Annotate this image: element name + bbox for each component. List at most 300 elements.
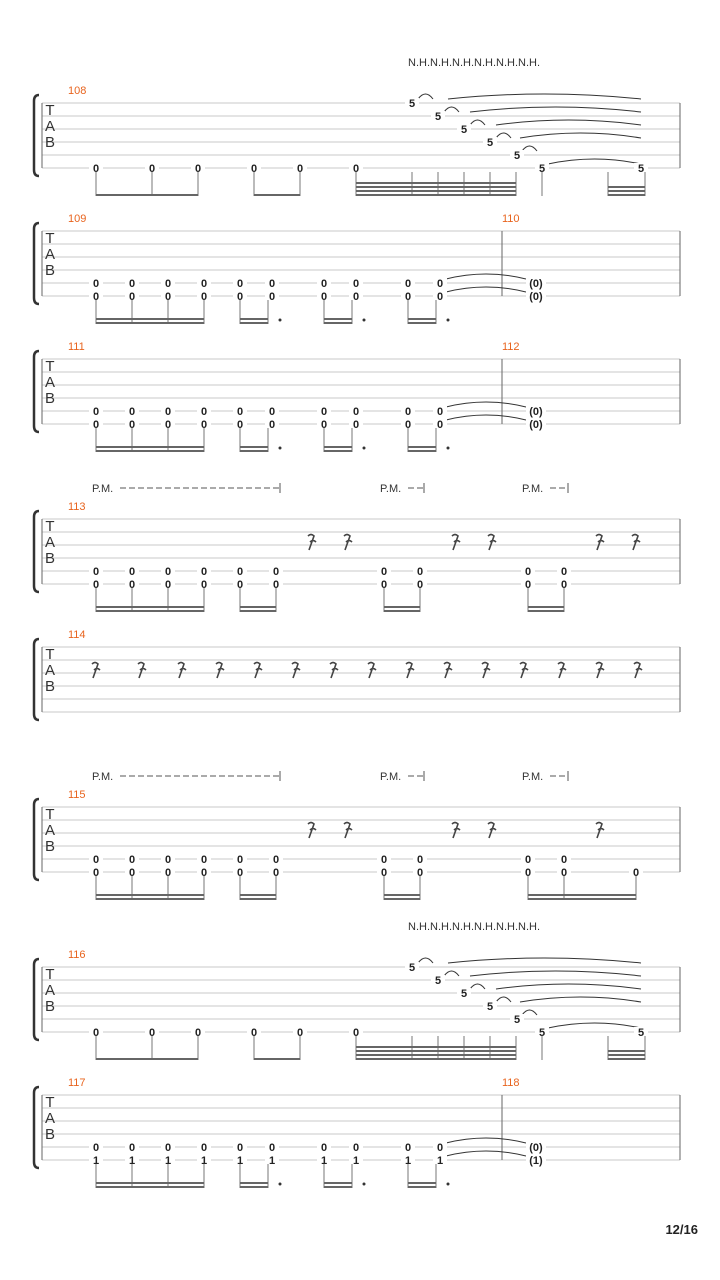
beam (408, 446, 436, 448)
tab-system (34, 1077, 680, 1188)
rest-symbol (488, 823, 496, 839)
tie-arc (444, 107, 459, 112)
beam (240, 1186, 268, 1188)
fret-number: 0 (236, 406, 244, 418)
fret-number: 0 (404, 419, 412, 431)
rest-symbol (632, 535, 640, 551)
palm-mute-label: P.M. (380, 771, 402, 783)
fret-number: 1 (404, 1155, 412, 1167)
rhythm-dot (363, 447, 366, 450)
fret-number: 0 (128, 406, 136, 418)
tie-arc (470, 971, 641, 976)
fret-number: 5 (408, 98, 416, 110)
measure-number: 112 (502, 341, 520, 353)
tie-arc (548, 159, 641, 164)
fret-number: 0 (164, 867, 172, 879)
beam (96, 606, 204, 608)
fret-number: 0 (164, 1142, 172, 1154)
tab-clef-letter: T (45, 102, 55, 119)
fret-number: 0 (128, 1142, 136, 1154)
tab-clef-letter: B (44, 838, 56, 855)
beam (324, 322, 352, 324)
beam (356, 1046, 516, 1048)
tab-clef-letter: A (44, 534, 56, 551)
tie-arc (470, 120, 485, 125)
tie-arc (448, 958, 641, 963)
system-bracket (34, 511, 39, 592)
tab-clef-letter: A (44, 118, 56, 135)
fret-number: 0 (236, 867, 244, 879)
fret-number: 0 (194, 1027, 202, 1039)
rest-symbol (92, 663, 100, 679)
beam (408, 318, 436, 320)
fret-number: 0 (404, 278, 412, 290)
fret-number: 0 (164, 566, 172, 578)
tab-clef-letter: T (45, 966, 55, 983)
fret-number: 0 (128, 291, 136, 303)
fret-number: 0 (320, 278, 328, 290)
tab-system (34, 57, 680, 196)
rest-symbol (308, 823, 316, 839)
measure-number: 115 (68, 789, 86, 801)
system-bracket (34, 223, 39, 304)
measure-number: 117 (68, 1077, 86, 1089)
system-bracket (34, 95, 39, 176)
system-bracket (34, 351, 39, 432)
beam (356, 182, 516, 184)
fret-number: 0 (272, 867, 280, 879)
measure-number: 116 (68, 949, 86, 961)
fret-number: 0 (320, 406, 328, 418)
tab-clef-letter: T (45, 230, 55, 247)
tie-arc (496, 133, 511, 138)
palm-mute-label: P.M. (522, 771, 544, 783)
fret-number: 0 (632, 867, 640, 879)
fret-number: 0 (404, 406, 412, 418)
palm-mute-label: P.M. (380, 483, 402, 495)
fret-number: 5 (538, 163, 546, 175)
tab-clef-letter: B (44, 1126, 56, 1143)
fret-number: 0 (352, 1142, 360, 1154)
rest-symbol (330, 663, 338, 679)
fret-number: 0 (404, 1142, 412, 1154)
measure-number: 109 (68, 213, 87, 225)
fret-number: 0 (148, 163, 156, 175)
rhythm-dot (279, 1183, 282, 1186)
beam (96, 194, 198, 196)
tie-arc (446, 402, 526, 407)
beam (608, 1058, 645, 1060)
tab-clef-letter: A (44, 822, 56, 839)
fret-number: 0 (236, 291, 244, 303)
fret-number: 0 (380, 579, 388, 591)
fret-number: 5 (434, 111, 442, 123)
fret-number: 0 (404, 291, 412, 303)
rest-symbol (138, 663, 146, 679)
tie-arc (522, 1010, 537, 1015)
fret-number: 0 (164, 579, 172, 591)
palm-mute-label: P.M. (92, 771, 114, 783)
fret-number: 0 (194, 163, 202, 175)
tab-clef-letter: A (44, 246, 56, 263)
tie-arc (520, 997, 641, 1002)
tab-system (34, 771, 680, 900)
fret-number: 0 (380, 566, 388, 578)
fret-number: 5 (408, 962, 416, 974)
rest-symbol (254, 663, 262, 679)
beam (384, 610, 420, 612)
palm-mute-label: P.M. (522, 483, 544, 495)
fret-number: 0 (268, 406, 276, 418)
fret-number: 0 (200, 579, 208, 591)
fret-number: 0 (200, 291, 208, 303)
tab-system (34, 213, 680, 324)
rest-symbol (292, 663, 300, 679)
beam (240, 610, 276, 612)
harmonics-annotation: N.H.N.H.N.H.N.H.N.H.N.H. (408, 57, 540, 69)
fret-number: 1 (320, 1155, 328, 1167)
fret-number: 0 (164, 278, 172, 290)
tab-clef-letter: T (45, 518, 55, 535)
beam (356, 194, 516, 196)
fret-number: 0 (416, 867, 424, 879)
fret-number: (0) (529, 419, 543, 431)
rhythm-dot (363, 1183, 366, 1186)
fret-number: 1 (352, 1155, 360, 1167)
fret-number: 0 (128, 579, 136, 591)
fret-number: 0 (236, 579, 244, 591)
beam (96, 610, 204, 612)
fret-number: 5 (486, 1001, 494, 1013)
beam (408, 450, 436, 452)
fret-number: 0 (560, 579, 568, 591)
beam (384, 898, 420, 900)
beam (408, 1182, 436, 1184)
fret-number: 1 (268, 1155, 276, 1167)
beam (408, 1186, 436, 1188)
system-bracket (34, 1087, 39, 1168)
tie-arc (446, 287, 526, 292)
fret-number: 0 (352, 278, 360, 290)
tie-arc (418, 94, 433, 99)
fret-number: 0 (92, 579, 100, 591)
beam (96, 1186, 204, 1188)
fret-number: 0 (436, 1142, 444, 1154)
fret-number: 0 (200, 854, 208, 866)
fret-number: 0 (272, 854, 280, 866)
tie-arc (496, 120, 641, 125)
fret-number: 0 (268, 291, 276, 303)
beam (96, 894, 204, 896)
fret-number: 0 (92, 867, 100, 879)
fret-number: 0 (268, 278, 276, 290)
beam (528, 606, 564, 608)
fret-number: 0 (436, 291, 444, 303)
fret-number: 0 (200, 419, 208, 431)
fret-number: 5 (538, 1027, 546, 1039)
system-bracket (34, 959, 39, 1040)
fret-number: 0 (92, 566, 100, 578)
fret-number: 0 (236, 854, 244, 866)
fret-number: 0 (524, 854, 532, 866)
fret-number: 0 (296, 1027, 304, 1039)
beam (96, 898, 204, 900)
fret-number: 0 (92, 406, 100, 418)
beam (356, 186, 516, 188)
fret-number: 0 (236, 1142, 244, 1154)
fret-number: 0 (272, 566, 280, 578)
beam (96, 322, 204, 324)
rest-symbol (520, 663, 528, 679)
measure-number: 110 (502, 213, 520, 225)
beam (254, 1058, 300, 1060)
fret-number: 0 (92, 854, 100, 866)
fret-number: 5 (486, 137, 494, 149)
tab-clef-letter: B (44, 678, 56, 695)
beam (608, 1054, 645, 1056)
tab-clef-letter: A (44, 982, 56, 999)
tie-arc (446, 274, 526, 279)
tab-clef-letter: A (44, 1110, 56, 1127)
fret-number: 0 (352, 291, 360, 303)
fret-number: 0 (200, 278, 208, 290)
fret-number: 0 (128, 854, 136, 866)
fret-number: 0 (92, 419, 100, 431)
fret-number: 0 (524, 566, 532, 578)
fret-number: 5 (637, 163, 645, 175)
beam (528, 898, 636, 900)
fret-number: 0 (236, 278, 244, 290)
beam (96, 450, 204, 452)
rest-symbol (178, 663, 186, 679)
tab-clef-letter: B (44, 134, 56, 151)
beam (324, 1186, 352, 1188)
fret-number: 0 (296, 163, 304, 175)
rhythm-dot (447, 1183, 450, 1186)
fret-number: 0 (250, 163, 258, 175)
rest-symbol (368, 663, 376, 679)
tie-arc (446, 415, 526, 420)
rest-symbol (634, 663, 642, 679)
fret-number: (0) (529, 291, 543, 303)
fret-number: 0 (148, 1027, 156, 1039)
tie-arc (446, 1138, 526, 1143)
rhythm-dot (447, 447, 450, 450)
fret-number: 0 (92, 291, 100, 303)
fret-number: 0 (128, 867, 136, 879)
tab-clef-letter: T (45, 358, 55, 375)
beam (240, 322, 268, 324)
fret-number: 5 (434, 975, 442, 987)
fret-number: 0 (250, 1027, 258, 1039)
rest-symbol (596, 663, 604, 679)
beam (240, 446, 268, 448)
measure-number: 118 (502, 1077, 520, 1089)
tie-arc (448, 94, 641, 99)
fret-number: 0 (352, 419, 360, 431)
fret-number: 0 (236, 419, 244, 431)
fret-number: 1 (92, 1155, 100, 1167)
fret-number: 0 (200, 566, 208, 578)
fret-number: 0 (200, 406, 208, 418)
fret-number: 1 (128, 1155, 136, 1167)
beam (240, 450, 268, 452)
measure-number: 111 (68, 341, 85, 353)
fret-number: 0 (560, 566, 568, 578)
measure-number: 113 (68, 501, 86, 513)
system-bracket (34, 639, 39, 720)
fret-number: 0 (436, 419, 444, 431)
fret-number: 0 (164, 854, 172, 866)
tie-arc (496, 984, 641, 989)
beam (356, 1054, 516, 1056)
tie-arc (520, 133, 641, 138)
beam (240, 894, 276, 896)
fret-number: 0 (436, 278, 444, 290)
tie-arc (418, 958, 433, 963)
tab-clef-letter: T (45, 1094, 55, 1111)
fret-number: 0 (352, 1027, 360, 1039)
tab-system (34, 483, 680, 612)
fret-number: 0 (352, 163, 360, 175)
beam (324, 318, 352, 320)
fret-number: 0 (236, 566, 244, 578)
beam (356, 1050, 516, 1052)
tie-arc (548, 1023, 641, 1028)
rest-symbol (452, 823, 460, 839)
fret-number: 0 (320, 419, 328, 431)
fret-number: 1 (164, 1155, 172, 1167)
rest-symbol (344, 535, 352, 551)
tab-system (34, 629, 680, 720)
fret-number: 0 (268, 1142, 276, 1154)
rest-symbol (406, 663, 414, 679)
fret-number: 0 (164, 406, 172, 418)
fret-number: 0 (320, 1142, 328, 1154)
fret-number: 0 (92, 278, 100, 290)
tab-clef-letter: B (44, 998, 56, 1015)
tab-clef-letter: A (44, 374, 56, 391)
fret-number: 5 (637, 1027, 645, 1039)
rest-symbol (482, 663, 490, 679)
fret-number: 1 (436, 1155, 444, 1167)
rest-symbol (558, 663, 566, 679)
fret-number: 0 (200, 867, 208, 879)
rhythm-dot (363, 319, 366, 322)
fret-number: 0 (524, 867, 532, 879)
beam (324, 1182, 352, 1184)
fret-number: 0 (128, 278, 136, 290)
harmonics-annotation: N.H.N.H.N.H.N.H.N.H.N.H. (408, 921, 540, 933)
fret-number: (1) (529, 1155, 543, 1167)
beam (356, 190, 516, 192)
beam (96, 318, 204, 320)
beam (96, 1182, 204, 1184)
page-number: 12/16 (665, 1222, 698, 1237)
beam (240, 898, 276, 900)
tab-system (34, 921, 680, 1060)
measure-number: 114 (68, 629, 86, 641)
beam (384, 894, 420, 896)
fret-number: 0 (92, 1027, 100, 1039)
fret-number: (0) (529, 406, 543, 418)
palm-mute-label: P.M. (92, 483, 114, 495)
rest-symbol (596, 823, 604, 839)
beam (96, 446, 204, 448)
fret-number: 5 (513, 150, 521, 162)
fret-number: 5 (513, 1014, 521, 1026)
beam (608, 190, 645, 192)
beam (608, 1050, 645, 1052)
fret-number: 0 (380, 867, 388, 879)
fret-number: 0 (436, 406, 444, 418)
system-bracket (34, 799, 39, 880)
fret-number: 0 (416, 566, 424, 578)
beam (608, 186, 645, 188)
tab-clef-letter: T (45, 646, 55, 663)
beam (408, 322, 436, 324)
beam (356, 1058, 516, 1060)
rest-symbol (216, 663, 224, 679)
fret-number: 0 (380, 854, 388, 866)
rest-symbol (596, 535, 604, 551)
rest-symbol (452, 535, 460, 551)
beam (324, 446, 352, 448)
rhythm-dot (447, 319, 450, 322)
rest-symbol (344, 823, 352, 839)
fret-number: 0 (164, 419, 172, 431)
fret-number: 0 (320, 291, 328, 303)
beam (240, 1182, 268, 1184)
fret-number: 1 (236, 1155, 244, 1167)
fret-number: 0 (560, 854, 568, 866)
fret-number: 0 (416, 854, 424, 866)
tab-clef-letter: B (44, 262, 56, 279)
tab-clef-letter: B (44, 550, 56, 567)
fret-number: 0 (128, 566, 136, 578)
beam (528, 894, 636, 896)
fret-number: (0) (529, 278, 543, 290)
measure-number: 108 (68, 85, 87, 97)
beam (240, 606, 276, 608)
beam (96, 1058, 198, 1060)
fret-number: (0) (529, 1142, 543, 1154)
fret-number: 0 (92, 163, 100, 175)
fret-number: 0 (416, 579, 424, 591)
rhythm-dot (279, 447, 282, 450)
tie-arc (470, 984, 485, 989)
fret-number: 0 (524, 579, 532, 591)
fret-number: 0 (200, 1142, 208, 1154)
fret-number: 1 (200, 1155, 208, 1167)
rest-symbol (488, 535, 496, 551)
fret-number: 5 (460, 988, 468, 1000)
tie-arc (444, 971, 459, 976)
beam (240, 318, 268, 320)
tab-clef-letter: A (44, 662, 56, 679)
rest-symbol (308, 535, 316, 551)
fret-number: 0 (272, 579, 280, 591)
tab-clef-letter: T (45, 806, 55, 823)
rhythm-dot (279, 319, 282, 322)
tie-arc (446, 1151, 526, 1156)
beam (324, 450, 352, 452)
rest-symbol (444, 663, 452, 679)
fret-number: 0 (92, 1142, 100, 1154)
fret-number: 0 (128, 419, 136, 431)
tie-arc (470, 107, 641, 112)
beam (254, 194, 300, 196)
